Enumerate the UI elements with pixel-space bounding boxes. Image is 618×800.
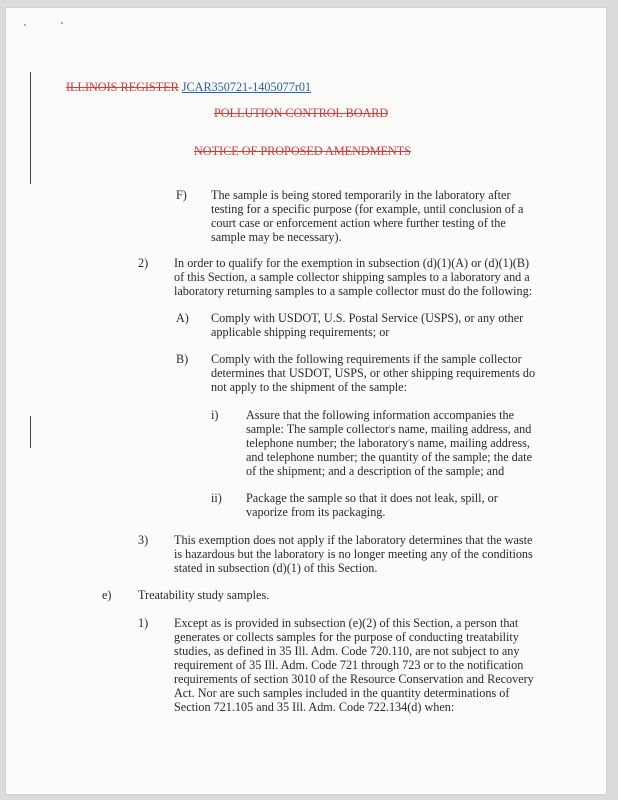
change-bar-top bbox=[30, 72, 31, 184]
item-label: B) bbox=[176, 352, 189, 366]
text-line: Comply with the following requirements if the sample collector bbox=[211, 352, 522, 366]
text-line: This exemption does not apply if the laboratory determines that the waste bbox=[174, 533, 533, 547]
item-label: 3) bbox=[138, 533, 149, 547]
text-line: Package the sample so that it does not leak, spill, or bbox=[246, 491, 498, 505]
item-label: ii) bbox=[211, 491, 222, 505]
text-line: sample may be necessary). bbox=[211, 230, 342, 244]
text-fragment: sample: The sample collector bbox=[246, 422, 389, 436]
item-label: i) bbox=[211, 408, 219, 422]
text-line: court case or enforcement action where further testing of the bbox=[211, 216, 506, 230]
text-line: vaporize from its packaging. bbox=[246, 505, 386, 519]
item-label: A) bbox=[176, 311, 189, 325]
register-title: ILLINOIS REGISTER bbox=[66, 80, 179, 94]
text-line bbox=[246, 436, 530, 450]
text-fragment: telephone number; the laboratory bbox=[246, 436, 409, 450]
text-line: laboratory returning samples to a sample collector must do the following: bbox=[174, 284, 533, 298]
text-line: testing for a specific purpose (for example, until conclusion of a bbox=[211, 202, 524, 216]
text-line: Comply with USDOT, U.S. Postal Service (USPS), or any other bbox=[211, 311, 524, 325]
text-fragment: s name, mailing address, bbox=[409, 436, 530, 450]
text-line bbox=[246, 422, 531, 436]
text-line: Act. Nor are such samples included in the quantity determinations of bbox=[174, 686, 510, 700]
text-line: of the shipment; and a description of the sample; and bbox=[246, 464, 505, 478]
text-line: generates or collects samples for the purpose of conducting treatability bbox=[174, 630, 519, 644]
inserted-apostrophe: ' bbox=[388, 424, 391, 434]
jcar-id: JCAR350721-1405077r01 bbox=[181, 80, 312, 94]
item-label: 2) bbox=[138, 256, 149, 270]
item-label: 1) bbox=[138, 616, 149, 630]
text-line: Except as is provided in subsection (e)(2) of this Section, a person that bbox=[174, 616, 519, 630]
scan-speck bbox=[24, 24, 26, 26]
scan-speck bbox=[61, 22, 63, 24]
text-line: Assure that the following information accompanies the bbox=[246, 408, 515, 422]
text-line: of this Section, a sample collector shipping samples to a laboratory and a bbox=[174, 270, 530, 284]
text-line: Section 721.105 and 35 Ill. Adm. Code 722.134(d) when: bbox=[174, 700, 455, 714]
item-label: F) bbox=[176, 188, 187, 202]
board-title: POLLUTION CONTROL BOARD bbox=[214, 106, 389, 120]
change-bar-middle bbox=[30, 416, 31, 448]
item-label: e) bbox=[102, 588, 112, 602]
text-line: and telephone number; the quantity of the sample; the date bbox=[246, 450, 532, 464]
header-line bbox=[66, 80, 311, 94]
text-line: The sample is being stored temporarily in the laboratory after bbox=[211, 188, 511, 202]
document-page bbox=[6, 8, 606, 794]
text-line: studies, as defined in 35 Ill. Adm. Code 720.110, are not subject to any bbox=[174, 644, 520, 658]
text-line: requirement of 35 Ill. Adm. Code 721 through 723 or to the notification bbox=[174, 658, 524, 672]
section-heading: Treatability study samples. bbox=[138, 588, 270, 602]
text-line: is hazardous but the laboratory is no longer meeting any of the conditions bbox=[174, 547, 533, 561]
notice-title: NOTICE OF PROPOSED AMENDMENTS bbox=[194, 144, 412, 158]
text-line: In order to qualify for the exemption in subsection (d)(1)(A) or (d)(1)(B) bbox=[174, 256, 530, 270]
text-line: applicable shipping requirements; or bbox=[211, 325, 390, 339]
inserted-apostrophe: ' bbox=[408, 438, 410, 448]
text-line: determines that USDOT, USPS, or other shipping requirements do bbox=[211, 366, 536, 380]
text-line: stated in subsection (d)(1) of this Section. bbox=[174, 561, 378, 575]
text-fragment: s name, mailing address, and bbox=[390, 422, 532, 436]
text-line: not apply to the shipment of the sample: bbox=[211, 380, 407, 394]
text-line: requirements of section 3010 of the Resource Conservation and Recovery bbox=[174, 672, 534, 686]
